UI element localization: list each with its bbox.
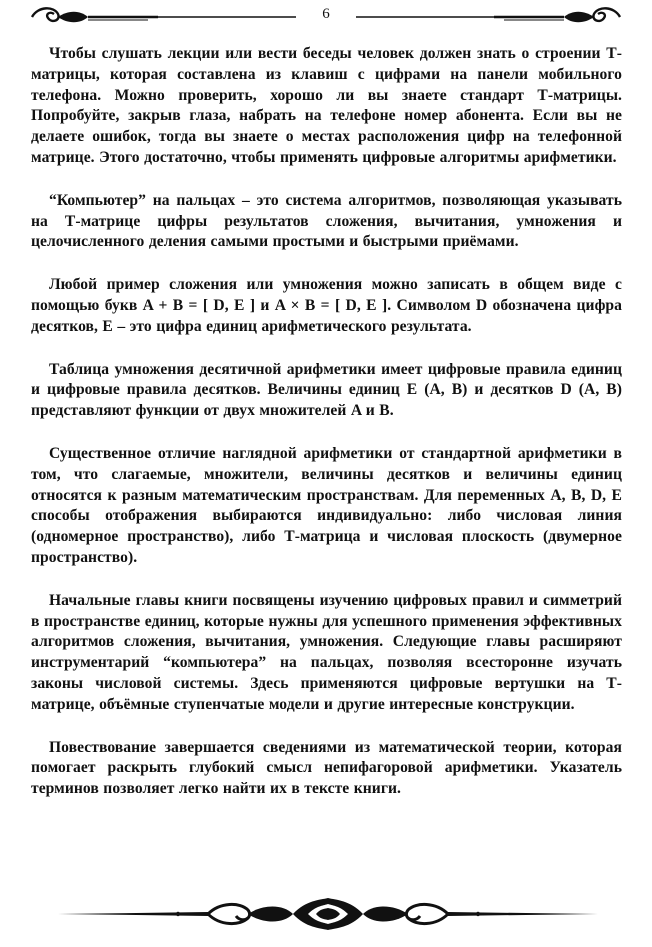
paragraph-2: “Компьютер” на пальцах – это система алгоритмов, позволяющая указывать на Т-матрице цифры результатов сложения, вычитания, умножения и целочисленного деления самыми простыми и быстрыми приёмами. (31, 191, 622, 251)
paragraph-7: Повествование завершается сведениями из математической теории, которая помогает раскрыть глубокий смысл непифагоровой арифметики. Указатель терминов позволяет легко найти их в тексте книги. (31, 738, 622, 798)
page-number-text: 6 (316, 6, 336, 22)
footer-ornament (58, 896, 598, 932)
paragraph-5: Существенное отличие наглядной арифметики от стандартной арифметики в том, что слагаемые, множители, величины десятков и величины единиц относятся к разным математическим пространствам. Для переменных A, B, D, E способы отображения выбираются индивидуально: либо числовая линия (одномерное пространство), либо Т-матрица и числовая плоскость (двумерное пространство). (31, 444, 622, 566)
paragraph-3: Любой пример сложения или умножения можно записать в общем виде с помощью букв A + B = [ D, E ] и A × B = [ D, E ]. Символом D обозначена цифра десятков, E – это цифра единиц арифметического результата. (31, 276, 622, 335)
page-number (0, 6, 652, 23)
paragraph-4: Таблица умножения десятичной арифметики имеет цифровые правила единиц и цифровые правила десятков. Величины единиц E (A, B) и десятков D (A, B) представляют функции от двух множителей A и B. (31, 360, 622, 420)
text-body (31, 44, 622, 822)
paragraph-1: Чтобы слушать лекции или вести беседы человек должен знать о строении Т-матрицы, которая составлена из клавиш с цифрами на панели мобильного телефона. Можно проверить, хорошо ли вы знаете стандарт Т-матрицы. Попробуйте, закрыв глаза, набрать на телефоне номер абонента. Если вы не делаете ошибок, тогда вы знаете о местах расположения цифр на телефонной матрице. Этого достаточно, чтобы применять цифровые алгоритмы арифметики. (31, 45, 622, 166)
paragraph-6: Начальные главы книги посвящены изучению цифровых правил и симметрий в пространстве единиц, которые нужны для успешного применения эффективных алгоритмов сложения, вычитания, умножения. Следующие главы расширяют инструментарий “компьютера” на пальцах, позволяя всесторонне изучать законы числовой системы. Здесь применяются цифровые вертушки на Т-матрице, объёмные ступенчатые модели и другие интересные конструкции. (31, 591, 622, 713)
